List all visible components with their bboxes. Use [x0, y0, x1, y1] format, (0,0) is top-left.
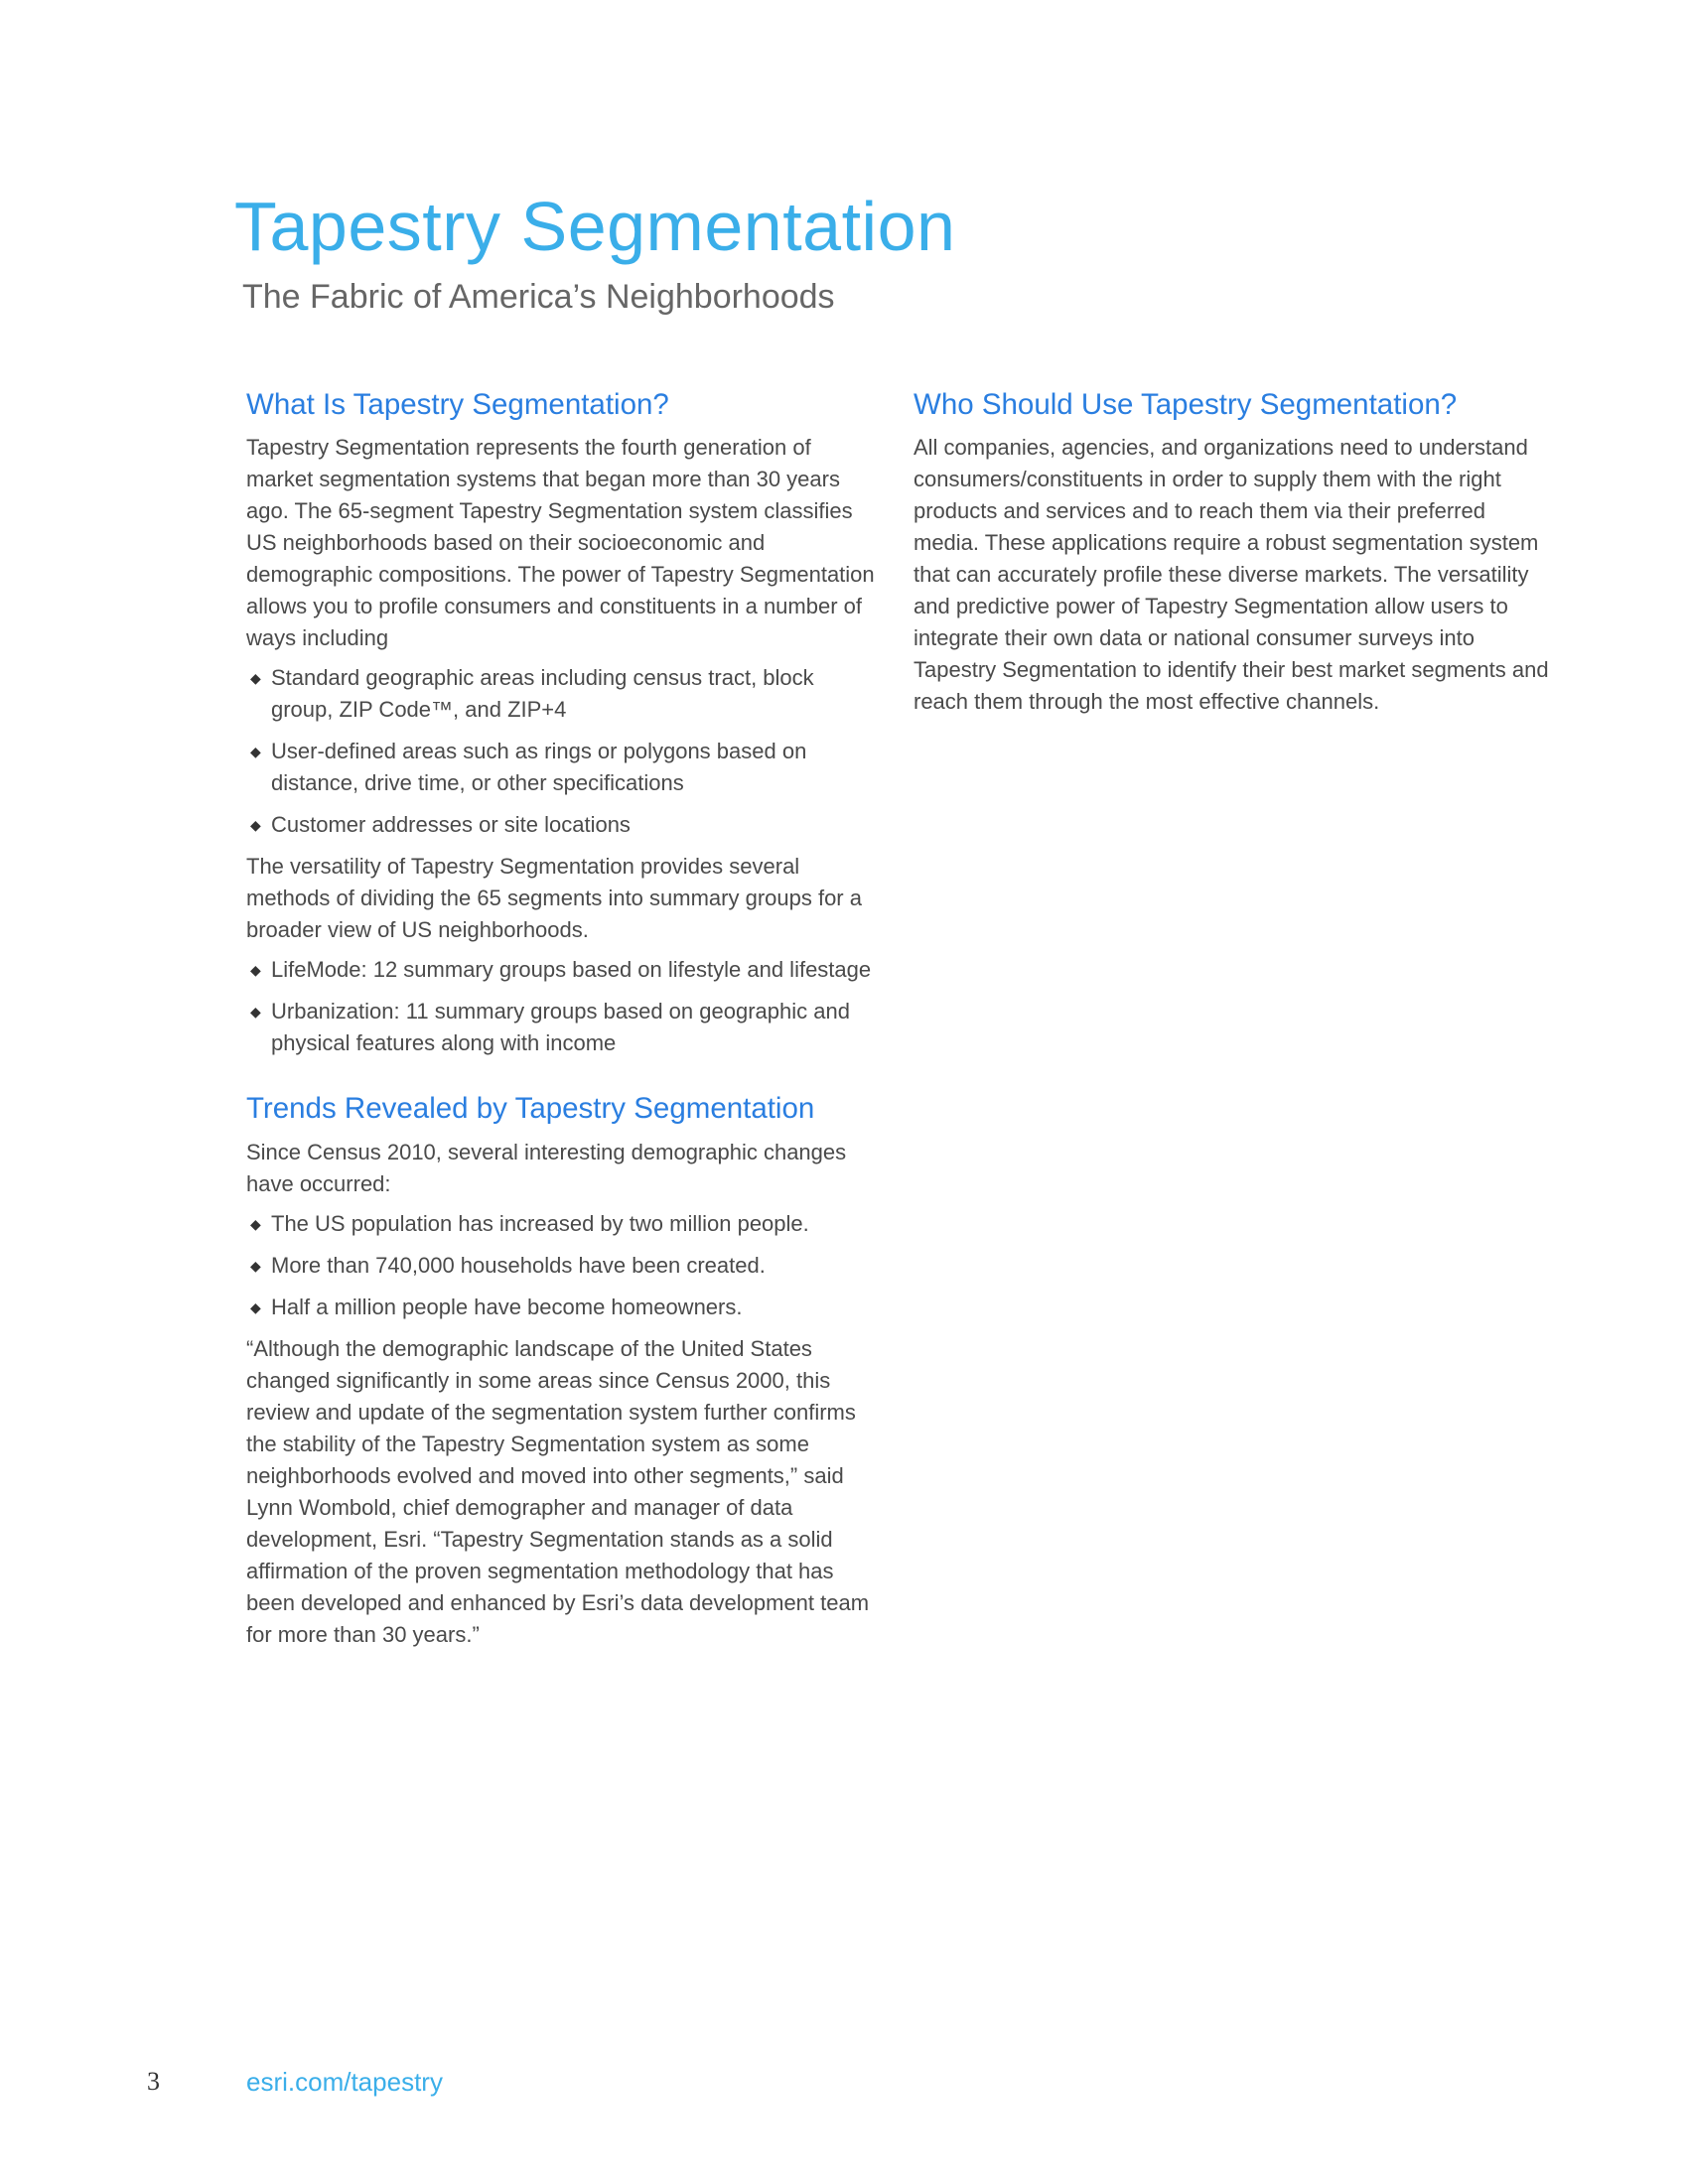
- bullet-list: [246, 954, 882, 1059]
- section-paragraph: Tapestry Segmentation represents the fourth generation of market segmentation systems that began more than 30 years ago. The 65-segment Tapestry Segmentation system classifies US neighborhoods based on their socioeconomic and demographic compositions. The power of Tapestry Segmentation allows you to profile consumers and constituents in a number of ways including: [246, 435, 875, 651]
- section-heading-what: What Is Tapestry Segmentation?: [246, 388, 669, 421]
- bullet-list: [246, 1208, 882, 1323]
- list-item: ◆ More than 740,000 households have been created.: [246, 1250, 882, 1282]
- left-column: [246, 387, 882, 1659]
- section-paragraph: Since Census 2010, several interesting demographic changes have occurred:: [246, 1139, 847, 1196]
- section-paragraph: The versatility of Tapestry Segmentation provides several methods of dividing the 65 segments into summary groups for a broader view of US neighborhoods.: [246, 854, 862, 943]
- list-item: ◆ Half a million people have become homeowners.: [246, 1292, 882, 1323]
- right-column: [914, 387, 1549, 726]
- list-item: ◆ User-defined areas such as rings or polygons based on distance, drive time, or other specifications: [246, 736, 882, 799]
- section-heading-who: Who Should Use Tapestry Segmentation?: [914, 388, 1458, 421]
- bullet-icon: ◆: [250, 1004, 261, 1021]
- section-heading-trends: Trends Revealed by Tapestry Segmentation: [246, 1092, 815, 1126]
- bullet-icon: ◆: [250, 1257, 261, 1274]
- quote-paragraph: “Although the demographic landscape of the United States changed significantly in some areas since Census 2000, this review and update of the segmentation system further confirms the stability of the Tapestry Segmentation system as some neighborhoods evolved and moved into other segments,” said Lynn Wombold, chief demographer and manager of data development, Esri. “Tapestry Segmentation stands as a solid affirmation of the proven segmentation methodology that has been developed and enhanced by Esri’s data development team for more than 30 years.”: [246, 1335, 870, 1647]
- bullet-icon: ◆: [250, 1298, 261, 1315]
- list-item: ◆ The US population has increased by two million people.: [246, 1208, 882, 1240]
- bullet-icon: ◆: [250, 1215, 261, 1232]
- bullet-list: [246, 662, 882, 841]
- page-subtitle: The Fabric of America’s Neighborhoods: [242, 278, 835, 316]
- list-item: ◆ LifeMode: 12 summary groups based on lifestyle and lifestage: [246, 954, 882, 986]
- list-item: ◆ Standard geographic areas including census tract, block group, ZIP Code™, and ZIP+4: [246, 662, 882, 726]
- page-title: Tapestry Segmentation: [234, 188, 956, 265]
- bullet-icon: ◆: [250, 670, 261, 687]
- footer-link[interactable]: esri.com/tapestry: [246, 2067, 443, 2097]
- bullet-icon: ◆: [250, 744, 261, 760]
- list-item: ◆ Urbanization: 11 summary groups based on geographic and physical features along with income: [246, 996, 882, 1059]
- page-number: 3: [147, 2067, 160, 2096]
- section-paragraph: All companies, agencies, and organizations need to understand consumers/constituents in order to supply them with the right products and services and to reach them via their preferred media. These applications require a robust segmentation system that can accurately profile these diverse markets. The versatility and predictive power of Tapestry Segmentation allow users to integrate their own data or national consumer surveys into Tapestry Segmentation to identify their best market segments and reach them through the most effective channels.: [914, 435, 1549, 715]
- bullet-icon: ◆: [250, 817, 261, 834]
- list-item: ◆ Customer addresses or site locations: [246, 809, 882, 841]
- bullet-icon: ◆: [250, 962, 261, 979]
